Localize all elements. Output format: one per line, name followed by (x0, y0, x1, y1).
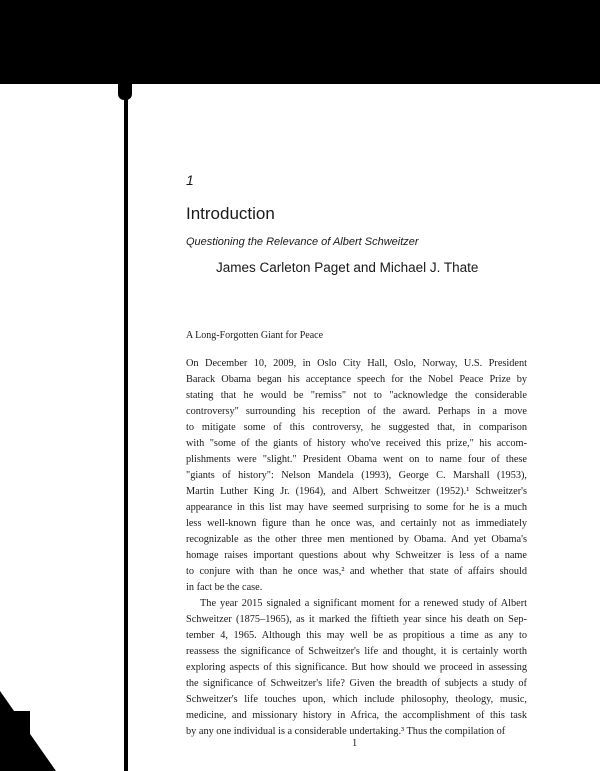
body-text (186, 356, 527, 740)
text-line: by any one individual is a considerable undertaking.³ Thus the compilation of (186, 726, 506, 737)
scan-top-shadow (0, 0, 600, 84)
text-line: plishments were "slight." President Obama went on to name four of these (186, 454, 527, 465)
scan-book-spine (124, 80, 128, 771)
text-line: less well-known figure than he once was, and certainly not as immediately (186, 518, 527, 529)
chapter-authors: James Carleton Paget and Michael J. Thate (216, 260, 479, 275)
chapter-subtitle: Questioning the Relevance of Albert Schweitzer (186, 236, 419, 248)
scan-corner-shadow-base (0, 711, 30, 771)
text-line: Barack Obama began his acceptance speech for the Nobel Peace Prize by (186, 374, 527, 385)
page-number: 1 (352, 738, 358, 749)
text-line: On December 10, 2009, in Oslo City Hall, Oslo, Norway, U.S. President (186, 358, 527, 369)
text-line: The year 2015 signaled a significant moment for a renewed study of Albert (200, 598, 527, 609)
paragraph-2 (186, 596, 527, 740)
text-line: exploring aspects of this significance. But how should we proceed in assessing (186, 662, 527, 673)
text-line: appearance in this list may have seemed surprising to some for he is a much (186, 502, 527, 513)
text-line: recognizable as the other three men mentioned by Obama. And yet Obama's (186, 534, 527, 545)
text-line: the significance of Schweitzer's life? Given the breadth of subjects a study of (186, 678, 527, 689)
text-line: Schweitzer (1875–1965), as it marked the fiftieth year since his death on Sep- (186, 614, 527, 625)
chapter-number: 1 (186, 172, 194, 188)
text-line: Schweitzer's life touches upon, which include philosophy, theology, music, (186, 694, 527, 705)
text-line: tember 4, 1965. Although this may well be as propitious a time as any to (186, 630, 527, 641)
text-line: medicine, and missionary history in Africa, the accomplishment of this task (186, 710, 527, 721)
text-line: homage raises important questions about why Schweitzer is less of a name (186, 550, 527, 561)
text-line: with "some of the giants of history who've received this prize," his accom- (186, 438, 527, 449)
text-line: to conjure with than he once was,² and whether that state of affairs should (186, 566, 527, 577)
chapter-title: Introduction (186, 204, 275, 223)
paragraph-1 (186, 356, 527, 596)
text-line: stating that he would be "remiss" not to "acknowledge the considerable (186, 390, 527, 401)
text-line: "giants of history": Nelson Mandela (1993), George C. Marshall (1953), (186, 470, 527, 481)
text-line: controversy" surrounding his reception of the award. Perhaps in a move (186, 406, 527, 417)
text-line: in fact be the case. (186, 582, 263, 593)
text-line: reassess the significance of Schweitzer's life and thought, it is certainly worth (186, 646, 527, 657)
text-line: Martin Luther King Jr. (1964), and Albert Schweitzer (1952).¹ Schweitzer's (186, 486, 527, 497)
text-line: to mitigate some of this controversy, he suggested that, in comparison (186, 422, 527, 433)
section-heading: A Long-Forgotten Giant for Peace (186, 330, 324, 341)
